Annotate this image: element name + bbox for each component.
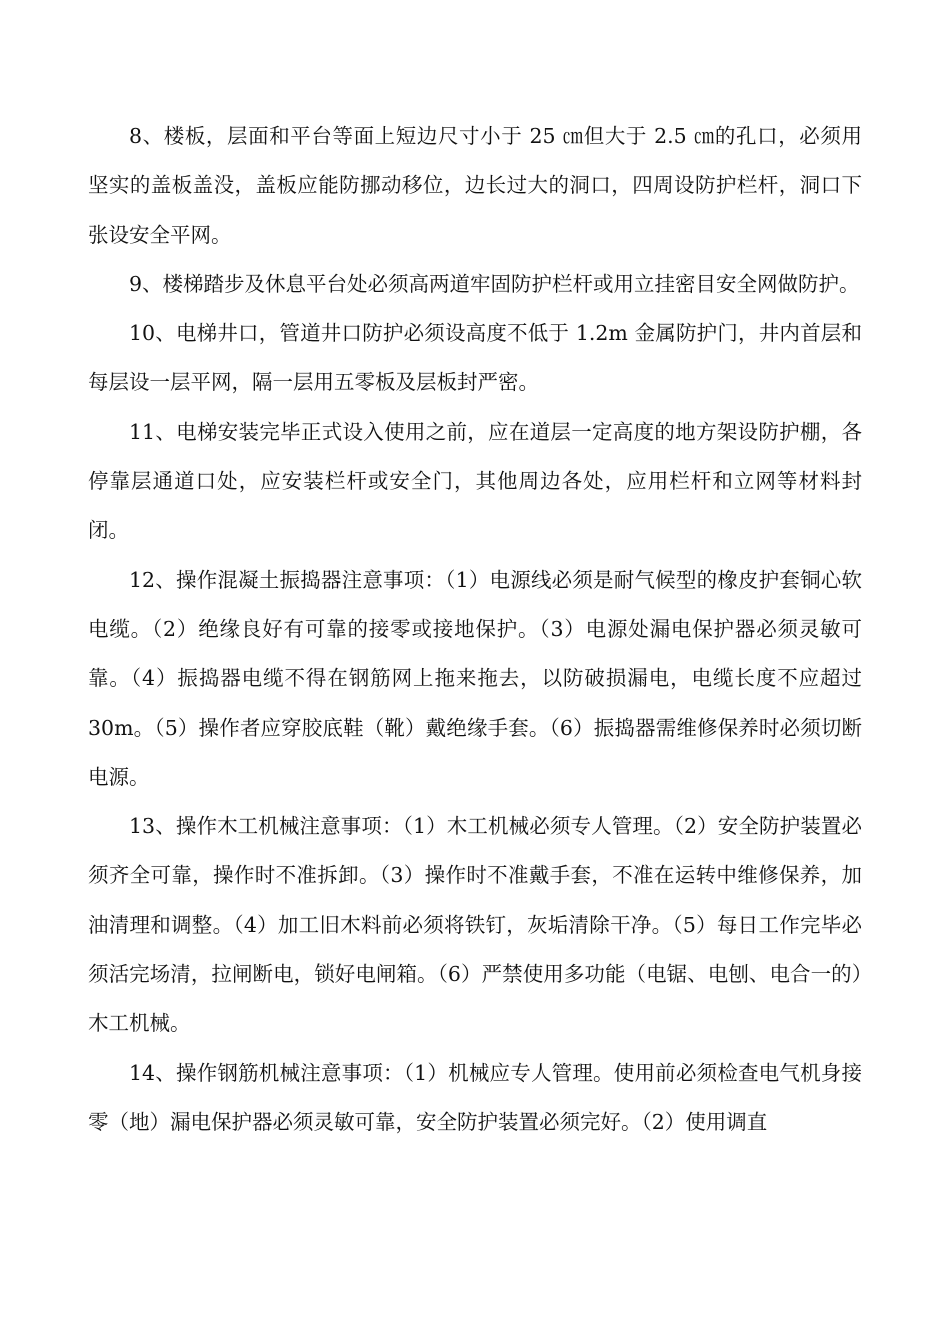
paragraph-10: 10、电梯井口，管道井口防护必须设高度不低于 1.2m 金属防护门，井内首层和每层设一层平网，隔一层用五零板及层板封严密。 [88,321,862,395]
paragraph-9: 9、楼梯踏步及休息平台处必须高两道牢固防护栏杆或用立挂密目安全网做防护。 [129,271,860,296]
paragraph-11: 11、电梯安装完毕正式设入使用之前，应在道层一定高度的地方架设防护棚，各停靠层通道口处，应安装栏杆或安全门，其他周边各处，应用栏杆和立网等材料封闭。 [88,419,862,543]
paragraph-12: 12、操作混凝土振捣器注意事项：（1）电源线必须是耐气候型的橡皮护套铜心软电缆。（2）绝缘良好有可靠的接零或接地保护。（3）电源处漏电保护器必须灵敏可靠。（4）振捣器电缆不得在钢筋网上拖来拖去，以防破损漏电，电缆长度不应超过 30m。（5）操作者应穿胶底鞋（靴）戴绝缘手套。（6）振捣器需维修保养时必须切断电源。 [88,567,862,789]
paragraph-8: 8、楼板，层面和平台等面上短边尺寸小于 25 ㎝但大于 2.5 ㎝的孔口，必须用坚实的盖板盖没，盖板应能防挪动移位，边长过大的洞口，四周设防护栏杆，洞口下张设安全平网。 [88,124,862,247]
document-body [88,112,862,1147]
paragraph-14: 14、操作钢筋机械注意事项：（1）机械应专人管理。使用前必须检查电气机身接零（地）漏电保护器必须灵敏可靠，安全防护装置必须完好。（2）使用调直 [88,1060,862,1134]
paragraph-13: 13、操作木工机械注意事项：（1）木工机械必须专人管理。（2）安全防护装置必须齐全可靠，操作时不准拆卸。（3）操作时不准戴手套，不准在运转中维修保养，加油清理和调整。（4）加工旧木料前必须将铁钉，灰垢清除干净。（5）每日工作完毕必须活完场清，拉闸断电，锁好电闸箱。（6）严禁使用多功能（电锯、电刨、电合一的）木工机械。 [88,814,862,1036]
